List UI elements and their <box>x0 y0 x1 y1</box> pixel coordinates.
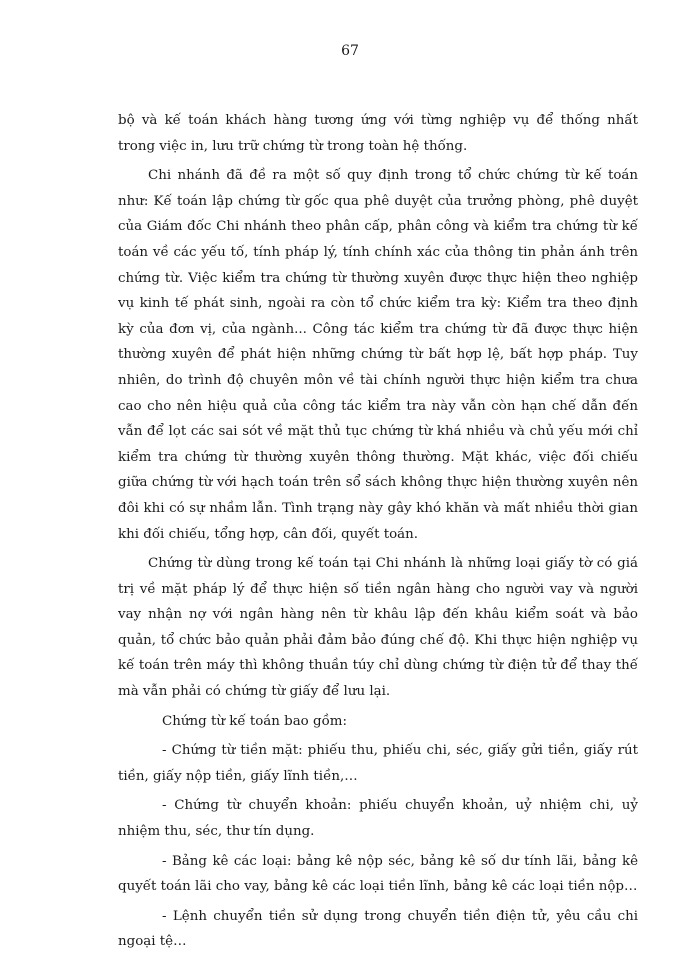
list-item-transfer: - Chứng từ chuyển khoản: phiếu chuyển khoản, uỷ nhiệm chi, uỷ nhiệm thu, séc, thư tín dụng. <box>118 798 638 840</box>
paragraph-voucher-rules: Chi nhánh đã đề ra một số quy định trong tổ chức chứng từ kế toán như: Kế toán lập chứng từ gốc qua phê duyệt của trưởng phòng, phê duyệt của Giám đốc Chi nhánh theo phân cấp, phân công và kiểm tra chứng từ kế toán về các yếu tố, tính pháp lý, tính chính xác của thông tin phản ánh trên chứng từ. Việc kiểm tra chứng từ thường xuyên được thực hiện theo nghiệp vụ kinh tế phát sinh, ngoài ra còn tổ chức kiểm tra kỳ: Kiểm tra theo định kỳ của đơn vị, của ngành... Công tác kiểm tra chứng từ đã được thực hiện thường xuyên để phát hiện những chứng từ bất hợp lệ, bất hợp pháp. Tuy nhiên, do trình độ chuyên môn về tài chính người thực hiện kiểm tra chưa cao cho nên hiệu quả của công tác kiểm tra này vẫn còn hạn chế dẫn đến vẫn để lọt các sai sót về mặt thủ tục chứng từ khá nhiều và chủ yếu mới chỉ kiểm tra chứng từ thường xuyên thông thường. Mặt khác, việc đối chiếu giữa chứng từ với hạch toán trên sổ sách không thực hiện thường xuyên nên đôi khi có sự nhầm lẫn. Tình trạng này gây khó khăn và mất nhiều thời gian khi đối chiếu, tổng hợp, cân đối, quyết toán. <box>118 168 638 542</box>
list-item-cash: - Chứng từ tiền mặt: phiếu thu, phiếu chi, séc, giấy gửi tiền, giấy rút tiền, giấy nộp tiền, giấy lĩnh tiền,… <box>118 743 638 784</box>
page-number: 67 <box>341 43 359 59</box>
paragraph-voucher-definition: Chứng từ dùng trong kế toán tại Chi nhánh là những loại giấy tờ có giá trị về mặt pháp lý để thực hiện số tiền ngân hàng cho người vay và người vay nhận nợ với ngân hàng nên từ khâu lập đến khâu kiểm soát và bảo quản, tổ chức bảo quản phải đảm bảo đúng chế độ. Khi thực hiện nghiệp vụ kế toán trên máy thì không thuần túy chỉ dùng chứng từ điện tử để thay thế mà vẫn phải có chứng từ giấy để lưu lại. <box>118 556 638 700</box>
paragraph-continuation: bộ và kế toán khách hàng tương ứng với từng nghiệp vụ để thống nhất trong việc in, lưu trữ chứng từ trong toàn hệ thống. <box>118 113 638 154</box>
list-item-electronic-transfer: - Lệnh chuyển tiền sử dụng trong chuyển tiền điện tử, yêu cầu chi ngoại tệ… <box>118 908 638 950</box>
list-item-statements: - Bảng kê các loại: bảng kê nộp séc, bảng kê số dư tính lãi, bảng kê quyết toán lãi cho vay, bảng kê các loại tiền lĩnh, bảng kê các loại tiền nộp… <box>118 853 638 895</box>
list-lead: Chứng từ kế toán bao gồm: <box>162 713 347 729</box>
document-body <box>118 108 638 959</box>
